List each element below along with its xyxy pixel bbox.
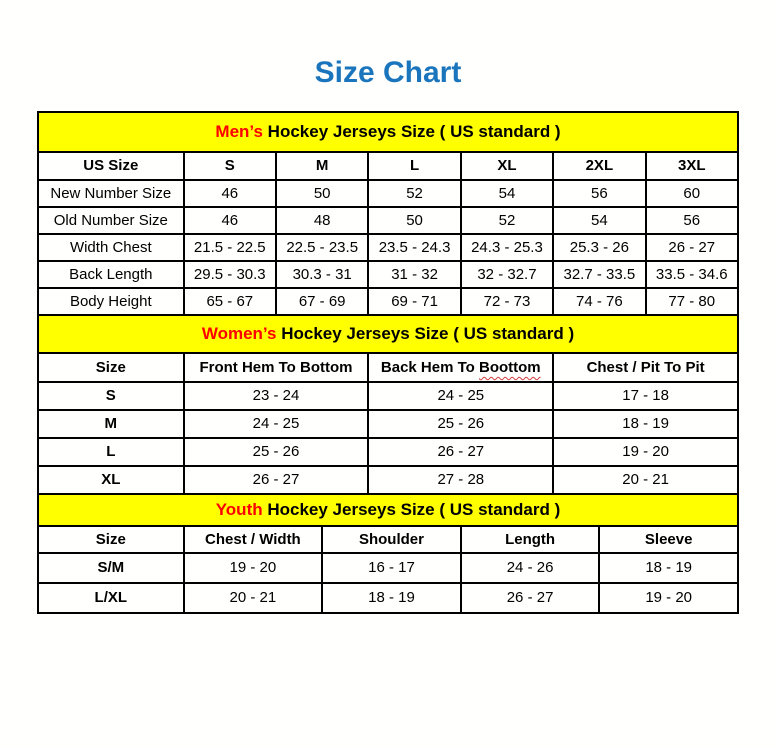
mens-column-header-row xyxy=(38,152,738,180)
mens-cell: 60 xyxy=(646,180,738,207)
youth-column-header-3: Length xyxy=(461,526,600,553)
mens-row-4 xyxy=(38,288,738,315)
mens-cell: 65 - 67 xyxy=(184,288,276,315)
mens-cell: 50 xyxy=(276,180,368,207)
mens-size-table xyxy=(37,111,739,316)
womens-row-label: L xyxy=(38,438,184,466)
mens-cell: 77 - 80 xyxy=(646,288,738,315)
youth-row-1 xyxy=(38,583,738,613)
youth-cell: 18 - 19 xyxy=(322,583,461,613)
womens-cell: 24 - 25 xyxy=(184,410,369,438)
mens-row-label: Body Height xyxy=(38,288,184,315)
mens-title-highlight: Men’s xyxy=(215,122,263,142)
mens-cell: 21.5 - 22.5 xyxy=(184,234,276,261)
mens-cell: 52 xyxy=(368,180,460,207)
womens-row-1 xyxy=(38,410,738,438)
womens-title-rest: Hockey Jerseys Size ( US standard ) xyxy=(276,324,575,344)
womens-row-2 xyxy=(38,438,738,466)
mens-cell: 26 - 27 xyxy=(646,234,738,261)
womens-column-header-row xyxy=(38,353,738,382)
mens-cell: 31 - 32 xyxy=(368,261,460,288)
mens-row-label: Width Chest xyxy=(38,234,184,261)
page-title: Size Chart xyxy=(314,56,462,89)
womens-cell: 25 - 26 xyxy=(184,438,369,466)
mens-row-label: Old Number Size xyxy=(38,207,184,234)
womens-title-band xyxy=(38,315,738,353)
womens-column-header-3: Chest / Pit To Pit xyxy=(553,353,738,382)
mens-column-header-6: 3XL xyxy=(646,152,738,180)
mens-cell: 46 xyxy=(184,180,276,207)
womens-cell: 25 - 26 xyxy=(368,410,553,438)
mens-cell: 46 xyxy=(184,207,276,234)
mens-cell: 69 - 71 xyxy=(368,288,460,315)
womens-cell: 26 - 27 xyxy=(368,438,553,466)
mens-cell: 32.7 - 33.5 xyxy=(553,261,645,288)
youth-title-highlight: Youth xyxy=(215,500,263,520)
womens-row-label: M xyxy=(38,410,184,438)
mens-cell: 67 - 69 xyxy=(276,288,368,315)
youth-title-band xyxy=(38,494,738,526)
youth-row-label: S/M xyxy=(38,553,184,583)
mens-cell: 72 - 73 xyxy=(461,288,553,315)
womens-cell: 27 - 28 xyxy=(368,466,553,494)
mens-title-rest: Hockey Jerseys Size ( US standard ) xyxy=(262,122,561,142)
youth-column-header-2: Shoulder xyxy=(322,526,461,553)
mens-cell: 23.5 - 24.3 xyxy=(368,234,460,261)
mens-column-header-4: XL xyxy=(461,152,553,180)
mens-cell: 24.3 - 25.3 xyxy=(461,234,553,261)
mens-cell: 22.5 - 23.5 xyxy=(276,234,368,261)
womens-row-label: S xyxy=(38,382,184,410)
womens-row-0 xyxy=(38,382,738,410)
mens-column-header-5: 2XL xyxy=(553,152,645,180)
mens-column-header-1: S xyxy=(184,152,276,180)
mens-cell: 29.5 - 30.3 xyxy=(184,261,276,288)
mens-row-0 xyxy=(38,180,738,207)
womens-row-label: XL xyxy=(38,466,184,494)
column-header-prefix: Back Hem To xyxy=(380,358,479,376)
womens-row-3 xyxy=(38,466,738,494)
mens-column-header-0: US Size xyxy=(38,152,184,180)
mens-row-label: New Number Size xyxy=(38,180,184,207)
womens-column-header-2 xyxy=(368,353,553,382)
youth-table-title xyxy=(38,494,738,526)
youth-cell: 20 - 21 xyxy=(184,583,323,613)
size-chart-page xyxy=(0,56,776,614)
youth-cell: 26 - 27 xyxy=(461,583,600,613)
womens-column-header-1: Front Hem To Bottom xyxy=(184,353,369,382)
mens-row-label: Back Length xyxy=(38,261,184,288)
mens-cell: 56 xyxy=(646,207,738,234)
mens-row-2 xyxy=(38,234,738,261)
womens-cell: 24 - 25 xyxy=(368,382,553,410)
womens-cell: 20 - 21 xyxy=(553,466,738,494)
mens-table-title xyxy=(38,112,738,152)
mens-cell: 56 xyxy=(553,180,645,207)
youth-column-header-4: Sleeve xyxy=(599,526,738,553)
youth-cell: 19 - 20 xyxy=(184,553,323,583)
youth-cell: 24 - 26 xyxy=(461,553,600,583)
youth-cell: 16 - 17 xyxy=(322,553,461,583)
youth-column-header-1: Chest / Width xyxy=(184,526,323,553)
womens-table-title xyxy=(38,315,738,353)
mens-cell: 25.3 - 26 xyxy=(553,234,645,261)
size-tables-container xyxy=(37,111,739,614)
misspelled-word-squiggle: Boottom xyxy=(479,358,541,376)
mens-cell: 32 - 32.7 xyxy=(461,261,553,288)
youth-title-rest: Hockey Jerseys Size ( US standard ) xyxy=(262,500,561,520)
womens-size-table xyxy=(37,314,739,495)
mens-row-3 xyxy=(38,261,738,288)
youth-row-0 xyxy=(38,553,738,583)
womens-column-header-0: Size xyxy=(38,353,184,382)
youth-row-label: L/XL xyxy=(38,583,184,613)
womens-title-highlight: Women’s xyxy=(201,324,277,344)
mens-cell: 54 xyxy=(553,207,645,234)
womens-cell: 23 - 24 xyxy=(184,382,369,410)
youth-column-header-row xyxy=(38,526,738,553)
youth-cell: 19 - 20 xyxy=(599,583,738,613)
mens-cell: 52 xyxy=(461,207,553,234)
womens-cell: 19 - 20 xyxy=(553,438,738,466)
mens-cell: 54 xyxy=(461,180,553,207)
mens-column-header-3: L xyxy=(368,152,460,180)
youth-cell: 18 - 19 xyxy=(599,553,738,583)
mens-cell: 48 xyxy=(276,207,368,234)
mens-row-1 xyxy=(38,207,738,234)
mens-cell: 30.3 - 31 xyxy=(276,261,368,288)
mens-cell: 74 - 76 xyxy=(553,288,645,315)
womens-cell: 18 - 19 xyxy=(553,410,738,438)
mens-cell: 50 xyxy=(368,207,460,234)
mens-column-header-2: M xyxy=(276,152,368,180)
youth-column-header-0: Size xyxy=(38,526,184,553)
womens-cell: 26 - 27 xyxy=(184,466,369,494)
mens-title-band xyxy=(38,112,738,152)
mens-cell: 33.5 - 34.6 xyxy=(646,261,738,288)
womens-cell: 17 - 18 xyxy=(553,382,738,410)
youth-size-table xyxy=(37,493,739,614)
